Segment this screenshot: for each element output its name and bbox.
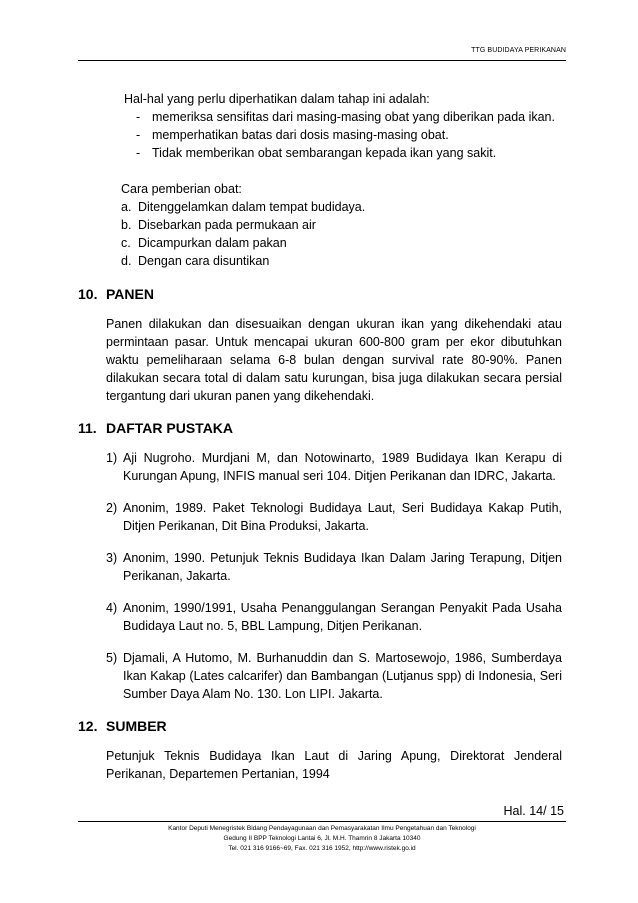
running-header: TTG BUDIDAYA PERIKANAN [471,47,566,54]
footer-line-1: Kantor Deputi Menegristek Bidang Pendayagunaan dan Pemasyarakatan Ilmu Pengetahuan dan Teknologi [168,825,476,832]
intro-lead: Hal-hal yang perlu diperhatikan dalam tahap ini adalah: [124,92,430,106]
section-heading-sumber: 12. SUMBER [78,718,167,734]
intro-block [124,90,564,162]
list-item: b. Disebarkan pada permukaan air [121,218,316,232]
reference-list-block [106,449,562,717]
list-item: c. Dicampurkan dalam pakan [121,236,287,250]
list-item: d. Dengan cara disuntikan [121,254,270,268]
list-item: 1) Aji Nugroho. Murdjani M, dan Notowinarto, 1989 Budidaya Ikan Kerapu di Kurungan Apung, INFIS manual seri 104. Ditjen Perikanan dan IDRC, Jakarta. [106,451,562,483]
list-item: 5) Djamali, A Hutomo, M. Burhanuddin dan S. Martosewojo, 1986, Sumberdaya Ikan Kakap (Lates calcarifer) dan Bambangan (Lutjanus spp) di Indonesia, Seri Sumber Daya Alam No. 130. Lon LIPI. Jakarta. [106,651,562,701]
footer-line-3: Tel. 021 316 9166~69, Fax. 021 316 1952, http://www.ristek.go.id [228,845,416,852]
section-heading-panen: 10. PANEN [78,286,154,302]
list-item: a. Ditenggelamkan dalam tempat budidaya. [121,200,366,214]
list-item: 2) Anonim, 1989. Paket Teknologi Budidaya Laut, Seri Budidaya Kakap Putih, Ditjen Perikanan, Dit Bina Produksi, Jakarta. [106,501,562,533]
page-footer [78,824,566,854]
reference-list [106,449,562,703]
cara-lead: Cara pemberian obat: [121,182,242,196]
header-divider [78,60,566,61]
intro-bullet-list [124,108,564,162]
footer-line-2: Gedung II BPP Teknologi Lantai 6, Jl. M.H. Thamrin 8 Jakarta 10340 [223,835,421,842]
list-item: 3) Anonim, 1990. Petunjuk Teknis Budidaya Ikan Dalam Jaring Terapung, Ditjen Perikanan, Jakarta. [106,551,562,583]
page-number: Hal. 14/ 15 [503,804,564,818]
cara-list [121,198,561,270]
list-item: - Tidak memberikan obat sembarangan kepada ikan yang sakit. [136,146,497,160]
footer-divider [78,821,566,822]
sumber-paragraph: Petunjuk Teknis Budidaya Ikan Laut di Jaring Apung, Direktorat Jenderal Perikanan, Departemen Pertanian, 1994 [106,749,562,781]
section-heading-pustaka: 11. DAFTAR PUSTAKA [78,420,234,436]
list-item: - memeriksa sensifitas dari masing-masing obat yang diberikan pada ikan. [136,110,555,124]
panen-paragraph: Panen dilakukan dan disesuaikan dengan ukuran ikan yang dikehendaki atau permintaan pasar. Untuk mencapai ukuran 600-800 gram per ekor dibutuhkan waktu pemeliharaan selama 6-8 bulan dengan survival rate 80-90%. Panen dilakukan secara total di dalam satu kurungan, bisa juga dilakukan secara persial tergantung dari ukuran panen yang dikehendaki. [106,317,562,403]
list-item: 4) Anonim, 1990/1991, Usaha Penanggulangan Serangan Penyakit Pada Usaha Budidaya Laut no. 5, BBL Lampung, Ditjen Perikanan. [106,601,562,633]
cara-block [121,180,561,270]
list-item: - memperhatikan batas dari dosis masing-masing obat. [136,128,449,142]
